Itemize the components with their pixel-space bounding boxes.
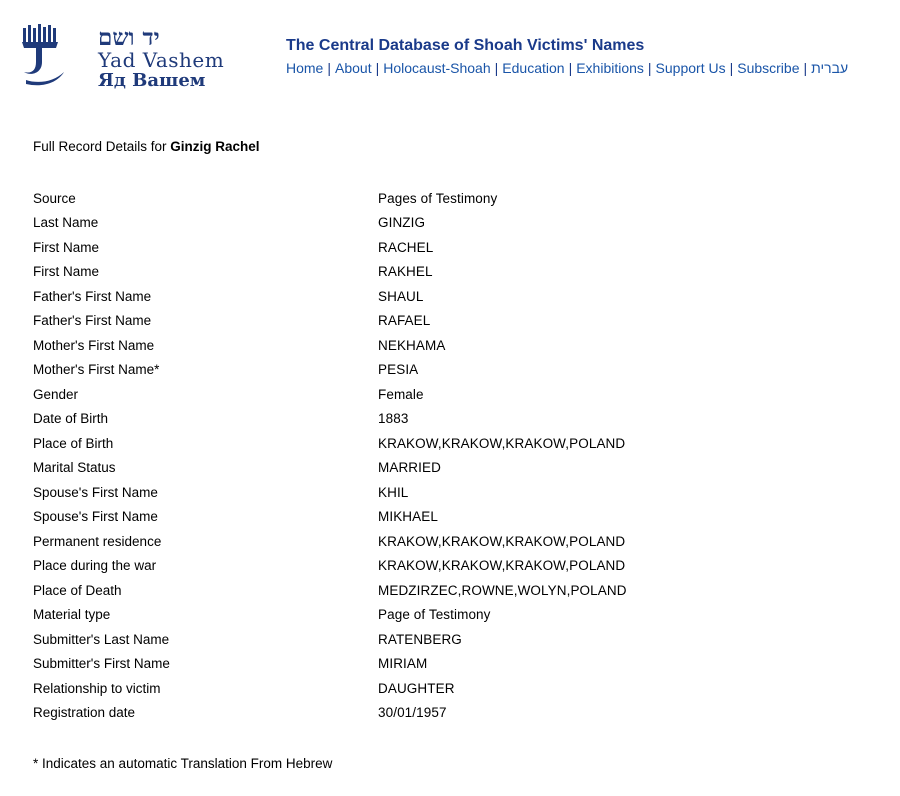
record-details-table bbox=[33, 186, 673, 725]
field-label: Material type bbox=[33, 607, 111, 623]
field-value: NEKHAMA bbox=[378, 337, 446, 353]
field-label: First Name bbox=[33, 239, 100, 255]
record-row bbox=[33, 480, 673, 505]
field-value: KHIL bbox=[378, 484, 409, 500]
site-title[interactable]: The Central Database of Shoah Victims' Names bbox=[286, 37, 645, 54]
field-label: Place of Birth bbox=[33, 435, 114, 451]
field-label: Marital Status bbox=[33, 460, 116, 476]
record-row bbox=[33, 358, 673, 383]
field-value: MIKHAEL bbox=[378, 509, 438, 525]
field-value: MIRIAM bbox=[378, 656, 428, 672]
field-label: Place during the war bbox=[33, 558, 157, 574]
nav-education-link[interactable]: Education bbox=[502, 60, 565, 76]
record-row bbox=[33, 676, 673, 701]
field-value: PESIA bbox=[378, 362, 419, 378]
nav-about-link[interactable]: About bbox=[335, 60, 372, 76]
top-navigation: Home | About | Holocaust-Shoah | Education | Exhibitions | Support Us | Subscribe | עברית bbox=[286, 60, 849, 76]
record-row bbox=[33, 235, 673, 260]
nav-hebrew-link[interactable]: עברית bbox=[811, 60, 849, 76]
field-value: RACHEL bbox=[378, 239, 434, 255]
record-row bbox=[33, 554, 673, 579]
field-value: KRAKOW,KRAKOW,KRAKOW,POLAND bbox=[378, 435, 626, 451]
nav-holocaust-shoah-link[interactable]: Holocaust-Shoah bbox=[383, 60, 491, 76]
record-row bbox=[33, 260, 673, 285]
field-label: Permanent residence bbox=[33, 533, 162, 549]
field-label: Mother's First Name bbox=[33, 337, 155, 353]
record-row bbox=[33, 505, 673, 530]
field-value: GINZIG bbox=[378, 215, 426, 231]
field-value: SHAUL bbox=[378, 288, 424, 304]
field-label: Gender bbox=[33, 386, 79, 402]
field-label: Place of Death bbox=[33, 582, 122, 598]
field-label: Source bbox=[33, 190, 76, 206]
field-label: Father's First Name bbox=[33, 313, 152, 329]
record-row bbox=[33, 603, 673, 628]
field-label: Spouse's First Name bbox=[33, 509, 158, 525]
record-row bbox=[33, 431, 673, 456]
nav-support-us-link[interactable]: Support Us bbox=[655, 60, 726, 76]
field-label: Relationship to victim bbox=[33, 680, 161, 696]
field-label: Date of Birth bbox=[33, 411, 109, 427]
field-value: MARRIED bbox=[378, 460, 441, 476]
field-value: Page of Testimony bbox=[378, 607, 491, 623]
field-label: Submitter's First Name bbox=[33, 656, 170, 672]
record-row bbox=[33, 211, 673, 236]
record-row bbox=[33, 529, 673, 554]
record-heading bbox=[33, 139, 260, 154]
record-row bbox=[33, 627, 673, 652]
record-row bbox=[33, 186, 673, 211]
record-row bbox=[33, 309, 673, 334]
record-row bbox=[33, 382, 673, 407]
logo-hebrew-text: יד ושם bbox=[98, 24, 160, 51]
field-value: RAFAEL bbox=[378, 313, 431, 329]
field-label: Mother's First Name* bbox=[33, 362, 160, 378]
logo-cyrillic-text: Яд Вашем bbox=[98, 70, 206, 91]
menorah-flame-logo-icon bbox=[20, 22, 70, 88]
field-value: KRAKOW,KRAKOW,KRAKOW,POLAND bbox=[378, 533, 626, 549]
yad-vashem-logo[interactable] bbox=[20, 22, 225, 94]
nav-subscribe-link[interactable]: Subscribe bbox=[737, 60, 800, 76]
field-label: Registration date bbox=[33, 705, 136, 721]
record-row bbox=[33, 578, 673, 603]
nav-home-link[interactable]: Home bbox=[286, 60, 324, 76]
field-label: Submitter's Last Name bbox=[33, 631, 170, 647]
field-value: MEDZIRZEC,ROWNE,WOLYN,POLAND bbox=[378, 582, 627, 598]
field-value: Female bbox=[378, 386, 424, 402]
record-row bbox=[33, 456, 673, 481]
field-label: Father's First Name bbox=[33, 288, 152, 304]
field-value: 30/01/1957 bbox=[378, 705, 447, 721]
field-value: Pages of Testimony bbox=[378, 190, 498, 206]
field-label: Spouse's First Name bbox=[33, 484, 158, 500]
field-label: Last Name bbox=[33, 215, 99, 231]
record-row bbox=[33, 701, 673, 726]
nav-exhibitions-link[interactable]: Exhibitions bbox=[576, 60, 644, 76]
record-row bbox=[33, 333, 673, 358]
field-value: 1883 bbox=[378, 411, 409, 427]
record-row bbox=[33, 407, 673, 432]
record-row bbox=[33, 284, 673, 309]
record-person-name: Ginzig Rachel bbox=[170, 139, 260, 154]
field-value: RAKHEL bbox=[378, 264, 433, 280]
field-value: DAUGHTER bbox=[378, 680, 455, 696]
translation-footnote: * Indicates an automatic Translation From Hebrew bbox=[33, 756, 333, 771]
field-value: RATENBERG bbox=[378, 631, 462, 647]
record-heading-prefix: Full Record Details for bbox=[33, 139, 171, 154]
logo-latin-text: Yad Vashem bbox=[98, 48, 225, 72]
field-label: First Name bbox=[33, 264, 100, 280]
field-value: KRAKOW,KRAKOW,KRAKOW,POLAND bbox=[378, 558, 626, 574]
record-row bbox=[33, 652, 673, 677]
